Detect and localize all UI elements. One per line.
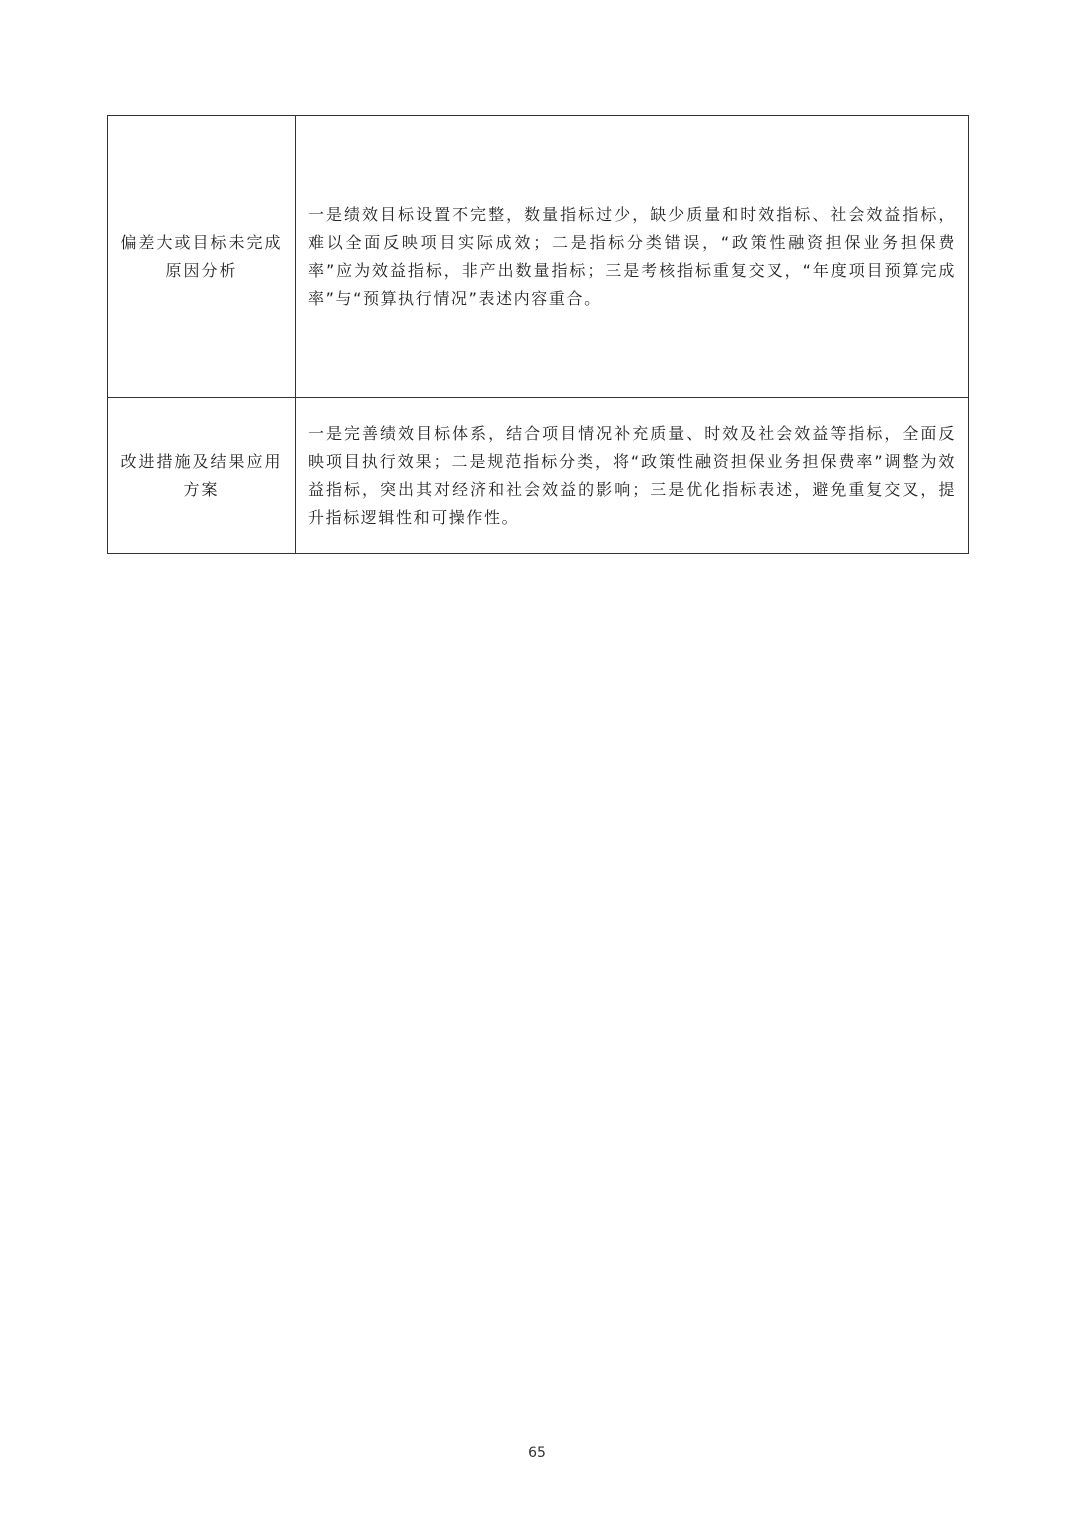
table-row	[108, 398, 969, 554]
analysis-table	[107, 115, 969, 554]
table-row	[108, 116, 969, 398]
row-label-improvement-plan: 改进措施及结果应用方案	[108, 398, 296, 554]
page-number: 65	[528, 1445, 546, 1461]
row-content-deviation-analysis: 一是绩效目标设置不完整，数量指标过少，缺少质量和时效指标、社会效益指标，难以全面反映项目实际成效；二是指标分类错误，“政策性融资担保业务担保费率”应为效益指标，非产出数量指标；三是考核指标重复交叉，“年度项目预算完成率”与“预算执行情况”表述内容重合。	[296, 116, 969, 398]
row-content-improvement-plan: 一是完善绩效目标体系，结合项目情况补充质量、时效及社会效益等指标，全面反映项目执行效果；二是规范指标分类，将“政策性融资担保业务担保费率”调整为效益指标，突出其对经济和社会效益的影响；三是优化指标表述，避免重复交叉，提升指标逻辑性和可操作性。	[296, 398, 969, 554]
row-label-deviation-analysis: 偏差大或目标未完成原因分析	[108, 116, 296, 398]
